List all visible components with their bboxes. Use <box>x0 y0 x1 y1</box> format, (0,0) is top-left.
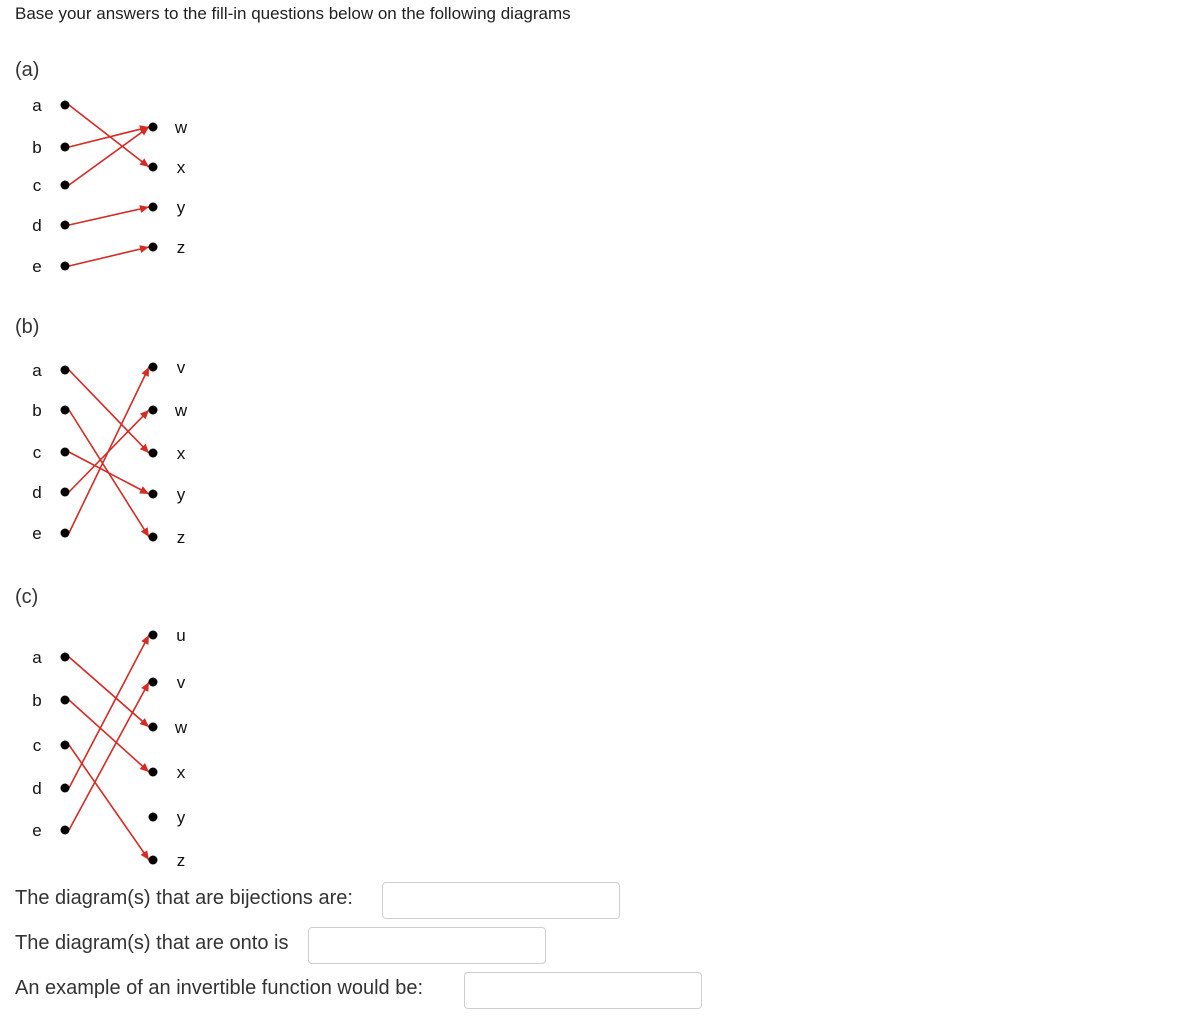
arrowhead <box>139 158 149 167</box>
codomain-point-w <box>149 123 158 132</box>
domain-point-e <box>61 826 70 835</box>
domain-label-b: b <box>32 138 42 157</box>
diagram-c-label: (c) <box>15 586 39 608</box>
domain-point-d <box>61 784 70 793</box>
domain-label-d: d <box>32 216 42 235</box>
codomain-point-w <box>149 406 158 415</box>
codomain-label-w: w <box>174 118 188 137</box>
domain-point-a <box>61 366 70 375</box>
codomain-point-x <box>149 449 158 458</box>
domain-point-b <box>61 143 70 152</box>
codomain-point-z <box>149 243 158 252</box>
codomain-label-w: w <box>174 401 188 420</box>
codomain-point-y <box>149 203 158 212</box>
domain-label-b: b <box>32 691 42 710</box>
codomain-label-v: v <box>176 673 186 692</box>
domain-label-c: c <box>32 176 42 195</box>
codomain-label-y: y <box>176 198 186 217</box>
codomain-point-u <box>149 631 158 640</box>
mapping-arrow-a-x <box>69 370 149 453</box>
codomain-point-v <box>149 363 158 372</box>
codomain-label-z: z <box>176 238 186 257</box>
domain-point-c <box>61 741 70 750</box>
arrowhead <box>139 245 149 253</box>
codomain-point-w <box>149 723 158 732</box>
arrowhead <box>141 850 149 860</box>
codomain-label-z: z <box>176 851 186 870</box>
domain-label-c: c <box>32 736 42 755</box>
codomain-point-y <box>149 813 158 822</box>
domain-point-d <box>61 488 70 497</box>
domain-label-b: b <box>32 401 42 420</box>
codomain-label-v: v <box>176 358 186 377</box>
mapping-arrow-d-y <box>69 207 149 225</box>
onto-answer-field[interactable] <box>308 927 546 964</box>
domain-point-a <box>61 101 70 110</box>
codomain-label-y: y <box>176 485 186 504</box>
domain-label-d: d <box>32 483 42 502</box>
mapping-arrow-e-v <box>69 367 149 533</box>
diagram-a-label: (a) <box>15 59 40 81</box>
domain-label-e: e <box>32 257 42 276</box>
arrowhead <box>141 527 149 537</box>
codomain-label-z: z <box>176 528 186 547</box>
mapping-arrow-e-z <box>69 247 149 266</box>
domain-point-c <box>61 448 70 457</box>
bijections-answer-field[interactable] <box>382 882 620 919</box>
codomain-label-u: u <box>176 626 186 645</box>
codomain-point-z <box>149 856 158 865</box>
arrowhead <box>139 205 149 213</box>
domain-label-e: e <box>32 524 42 543</box>
domain-label-c: c <box>32 443 42 462</box>
domain-point-d <box>61 221 70 230</box>
codomain-label-x: x <box>176 763 186 782</box>
domain-point-c <box>61 181 70 190</box>
codomain-label-y: y <box>176 808 186 827</box>
onto-question: The diagram(s) that are onto is <box>15 932 289 954</box>
domain-point-a <box>61 653 70 662</box>
codomain-point-y <box>149 490 158 499</box>
domain-point-b <box>61 406 70 415</box>
domain-label-e: e <box>32 821 42 840</box>
codomain-label-x: x <box>176 158 186 177</box>
invertible-question: An example of an invertible function would be: <box>15 977 424 999</box>
invertible-answer-field[interactable] <box>464 972 702 1009</box>
bijections-question: The diagram(s) that are bijections are: <box>15 887 353 909</box>
codomain-label-x: x <box>176 444 186 463</box>
codomain-label-w: w <box>174 718 188 737</box>
mapping-arrow-c-y <box>69 452 149 494</box>
codomain-point-x <box>149 163 158 172</box>
codomain-point-x <box>149 768 158 777</box>
domain-point-e <box>61 262 70 271</box>
codomain-point-z <box>149 533 158 542</box>
domain-point-b <box>61 696 70 705</box>
domain-label-a: a <box>32 648 42 667</box>
mapping-arrow-a-w <box>69 657 149 727</box>
intro-text: Base your answers to the fill-in questions below on the following diagrams <box>15 4 571 23</box>
domain-label-d: d <box>32 779 42 798</box>
domain-label-a: a <box>32 361 42 380</box>
domain-point-e <box>61 529 70 538</box>
mapping-arrow-b-w <box>69 127 149 147</box>
mapping-arrow-e-v <box>69 682 149 830</box>
domain-label-a: a <box>32 96 42 115</box>
diagram-b-label: (b) <box>15 316 40 338</box>
codomain-point-v <box>149 678 158 687</box>
